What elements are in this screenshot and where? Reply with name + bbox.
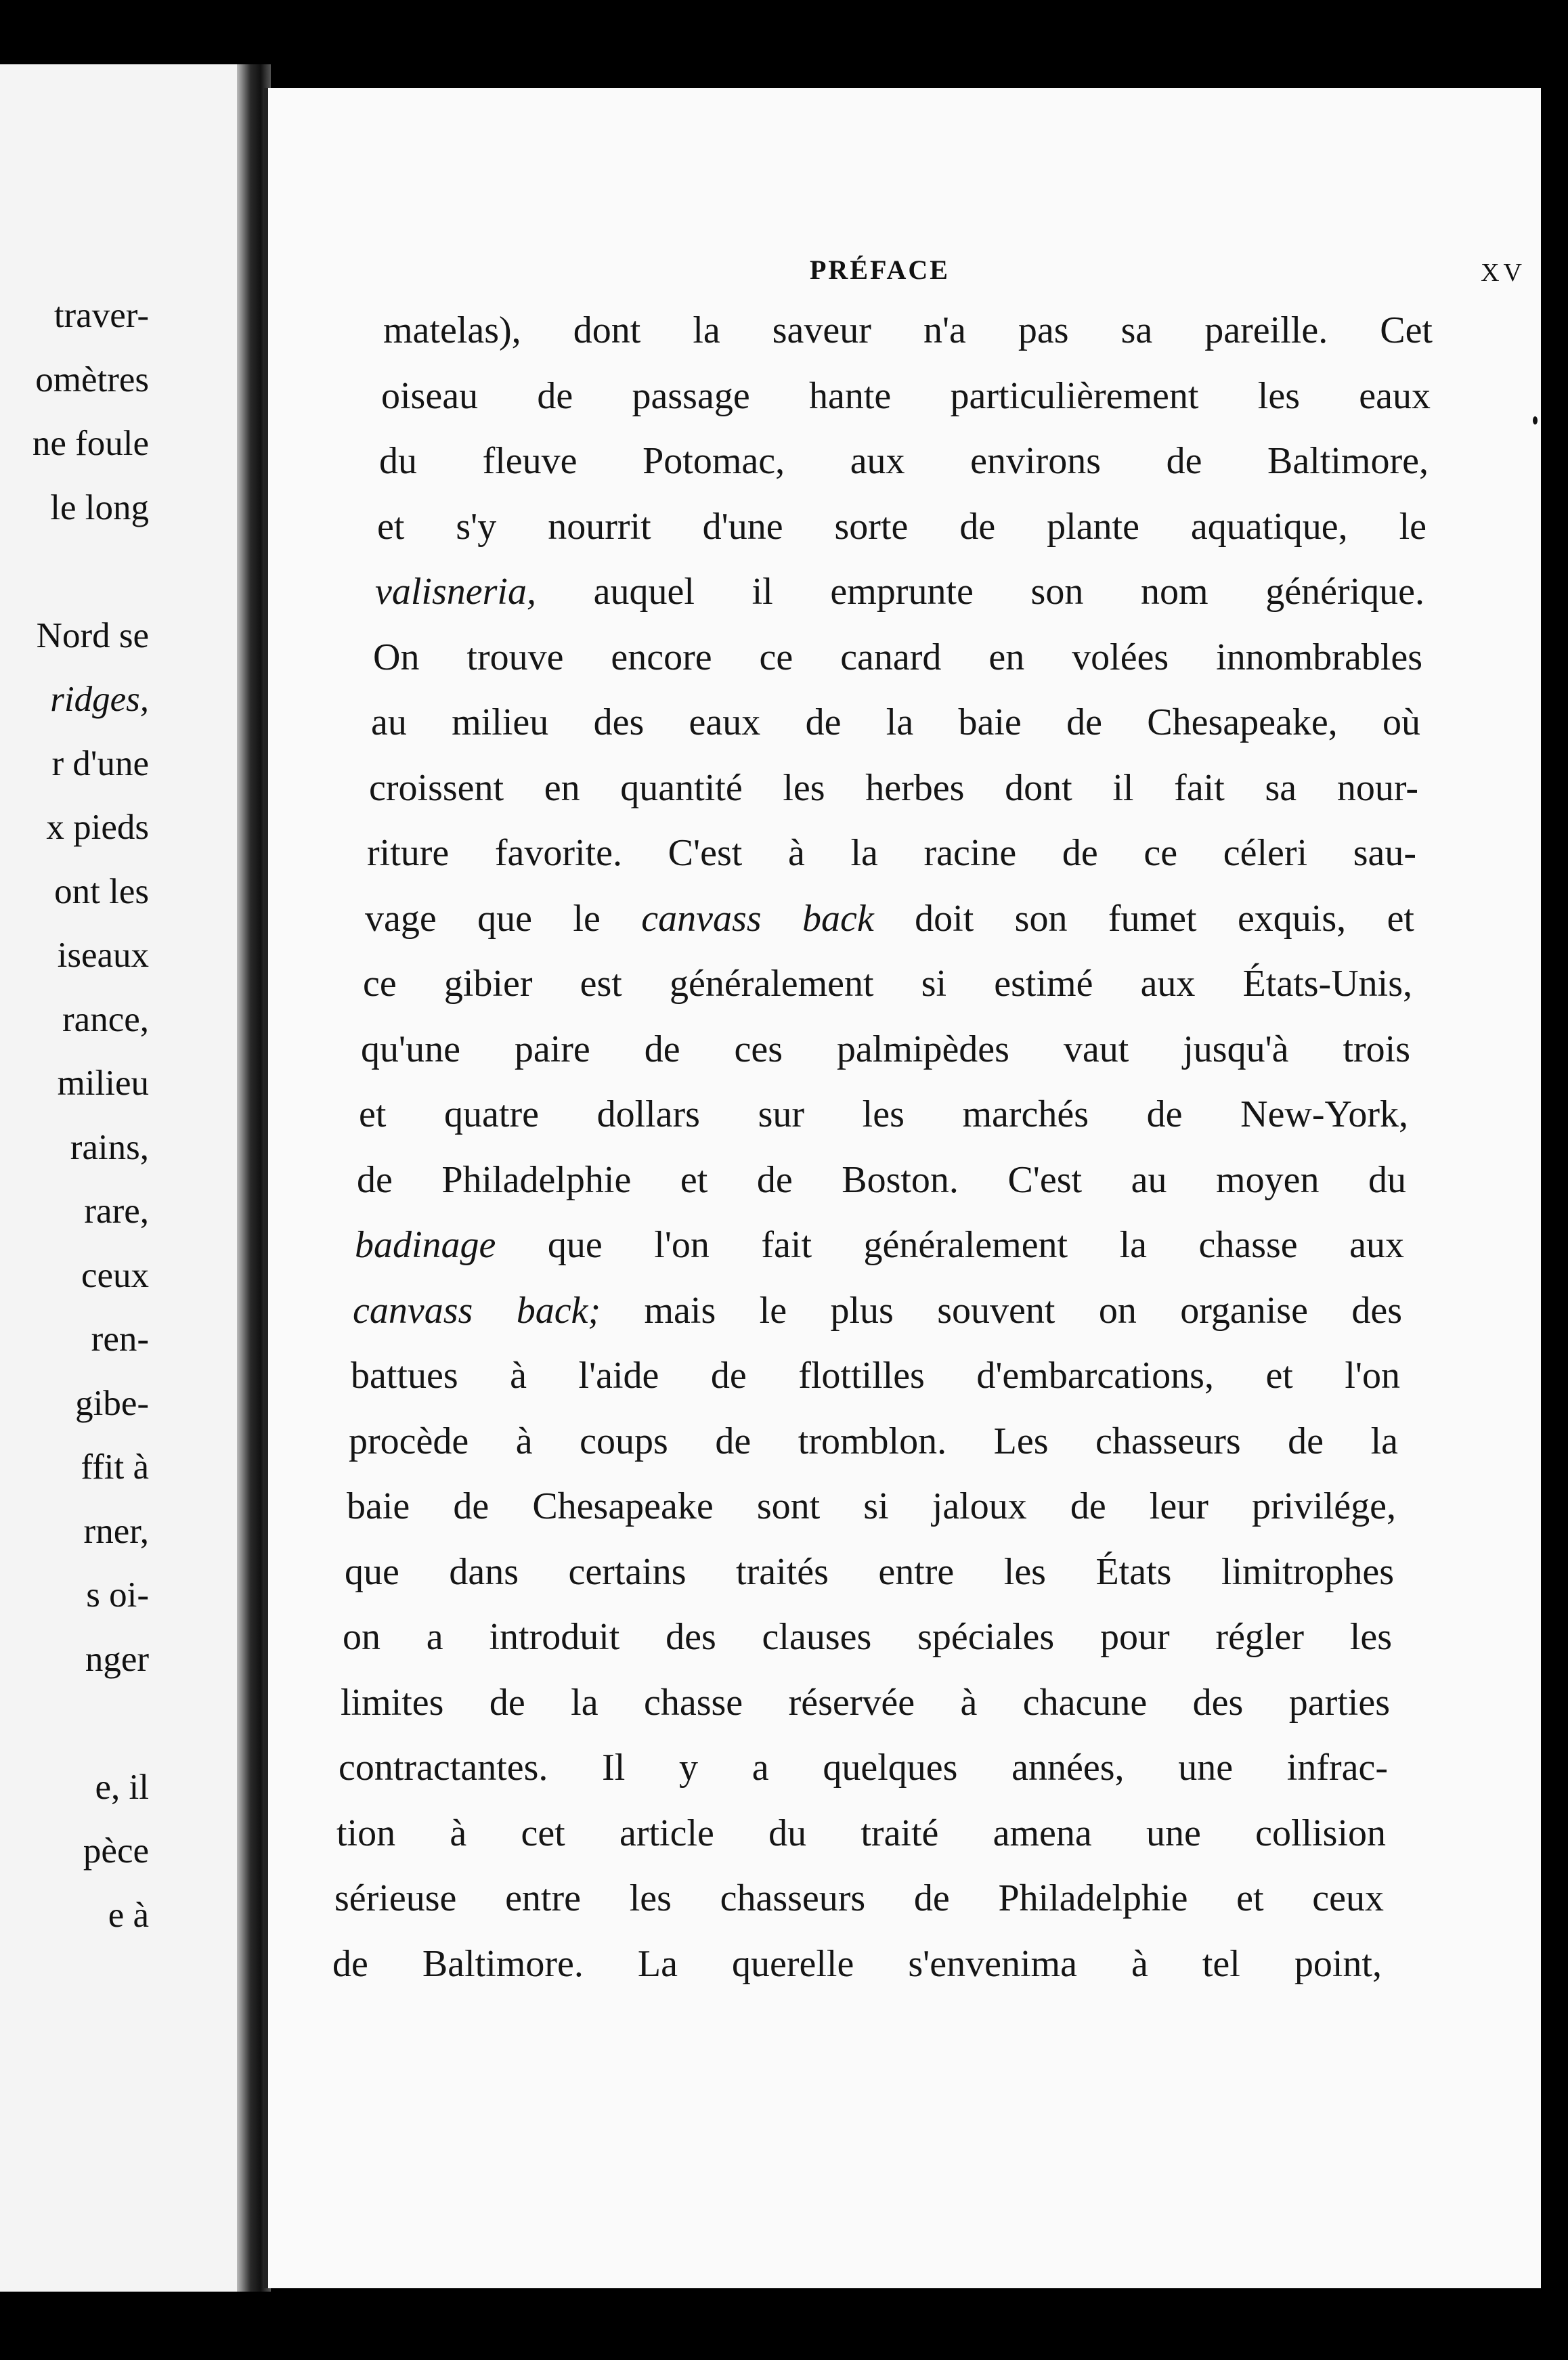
left-text-line: rare,	[84, 1192, 149, 1231]
left-text-line: e, il	[95, 1767, 149, 1807]
text-run: contractantes. Il y a quelques années, une infrac-	[339, 1747, 1388, 1789]
text-run: que dans certains traités entre les États limitrophes	[345, 1550, 1394, 1593]
text-run: On trouve encore ce canard en volées innombrables	[373, 636, 1422, 678]
left-text-line: rner,	[83, 1511, 149, 1551]
left-text-line: pèce	[83, 1831, 149, 1871]
text-run: au milieu des eaux de la baie de Chesapeake, où	[371, 701, 1420, 743]
left-text-line: ren-	[91, 1319, 149, 1359]
text-run: on a introduit des clauses spéciales pour régler les	[343, 1616, 1392, 1658]
text-run: mais le plus souvent on organise des	[601, 1289, 1402, 1332]
text-line	[332, 1942, 1382, 1985]
italic-term: canvass back;	[353, 1289, 601, 1332]
text-line	[379, 442, 1429, 480]
text-line	[383, 311, 1433, 349]
text-run: que l'on fait généralement la chasse aux	[496, 1224, 1404, 1266]
ink-speck	[1533, 416, 1538, 424]
text-run: sérieuse entre les chasseurs de Philadelphie et ceux	[334, 1877, 1384, 1919]
text-line	[345, 1550, 1394, 1593]
left-text-line: e à	[108, 1895, 149, 1935]
left-text-line: rains,	[70, 1127, 149, 1167]
text-line	[369, 766, 1418, 809]
text-line	[339, 1749, 1388, 1787]
left-text-line: r d'une	[51, 743, 149, 783]
left-text-line: Nord se	[36, 615, 149, 655]
text-run: doit son fumet exquis, et	[873, 897, 1414, 940]
left-text-line: ceux	[81, 1255, 149, 1295]
text-run: et s'y nourrit d'une sorte de plante aquatique, le	[377, 505, 1427, 548]
text-line	[375, 573, 1424, 611]
text-line	[373, 638, 1422, 676]
text-line	[355, 1226, 1404, 1264]
text-run: battues à l'aide de flottilles d'embarcations, et l'on	[351, 1355, 1400, 1397]
text-line	[341, 1681, 1390, 1724]
text-run: auquel il emprunte son nom générique.	[536, 571, 1424, 613]
text-run: de Baltimore. La querelle s'envenima à tel point,	[332, 1942, 1382, 1985]
left-text-line: milieu	[57, 1064, 149, 1103]
text-line	[381, 374, 1431, 417]
right-page	[264, 88, 1541, 2288]
text-run: et quatre dollars sur les marchés de New-York,	[359, 1093, 1408, 1135]
text-line	[357, 1158, 1406, 1201]
text-run: baie de Chesapeake sont si jaloux de leur privilége,	[347, 1485, 1396, 1527]
text-line	[349, 1422, 1398, 1460]
italic-term: badinage	[355, 1224, 496, 1266]
text-run: vage que le	[365, 897, 642, 940]
left-text-line: nger	[85, 1639, 149, 1679]
left-text-line: ne foule	[32, 424, 149, 463]
text-run: croissent en quantité les herbes dont il fait sa nour-	[369, 766, 1418, 809]
text-line	[371, 703, 1420, 741]
text-run: matelas), dont la saveur n'a pas sa pareille. Cet	[383, 309, 1433, 351]
text-run: de Philadelphie et de Boston. C'est au moyen du	[357, 1158, 1406, 1201]
text-run: qu'une paire de ces palmipèdes vaut jusqu'à trois	[361, 1028, 1410, 1070]
text-line	[377, 505, 1427, 548]
left-text-line: le long	[50, 487, 149, 527]
italic-term: canvass back	[641, 897, 874, 940]
text-line	[353, 1289, 1402, 1332]
left-text-line: ont les	[54, 871, 149, 911]
left-text-line: omètres	[35, 359, 149, 399]
left-text-line: s oi-	[86, 1575, 149, 1615]
left-text-line: gibe-	[75, 1383, 149, 1423]
left-text-line: ridges,	[50, 680, 149, 719]
left-text-line: iseaux	[57, 936, 149, 975]
text-line	[343, 1618, 1392, 1656]
text-line	[367, 834, 1416, 872]
left-text-line: x pieds	[46, 808, 149, 847]
text-line	[361, 1030, 1410, 1068]
left-page-fragment	[0, 64, 237, 2292]
text-line	[347, 1487, 1396, 1525]
text-run: riture favorite. C'est à la racine de ce céleri sau-	[367, 832, 1416, 874]
text-line	[334, 1879, 1384, 1917]
text-run: ce gibier est généralement si estimé aux États-Unis,	[363, 963, 1412, 1005]
text-run: tion à cet article du traité amena une collision	[336, 1812, 1386, 1854]
text-line	[359, 1095, 1408, 1133]
text-line	[351, 1357, 1400, 1395]
running-head	[268, 254, 1541, 294]
italic-term: valisneria,	[375, 571, 536, 613]
page-number: XV	[1481, 259, 1526, 287]
text-line	[363, 965, 1412, 1003]
left-text-line: traver-	[53, 296, 149, 335]
running-title: PRÉFACE	[810, 255, 950, 285]
text-run: procède à coups de tromblon. Les chasseurs de la	[349, 1420, 1398, 1462]
text-run: limites de la chasse réservée à chacune des parties	[341, 1681, 1390, 1724]
text-line	[336, 1814, 1386, 1852]
text-run: oiseau de passage hante particulièrement les eaux	[381, 374, 1431, 417]
left-text-line: rance,	[62, 999, 149, 1039]
text-line	[365, 897, 1414, 940]
left-text-line: ffit à	[81, 1447, 149, 1487]
text-run: du fleuve Potomac, aux environs de Baltimore,	[379, 440, 1429, 482]
